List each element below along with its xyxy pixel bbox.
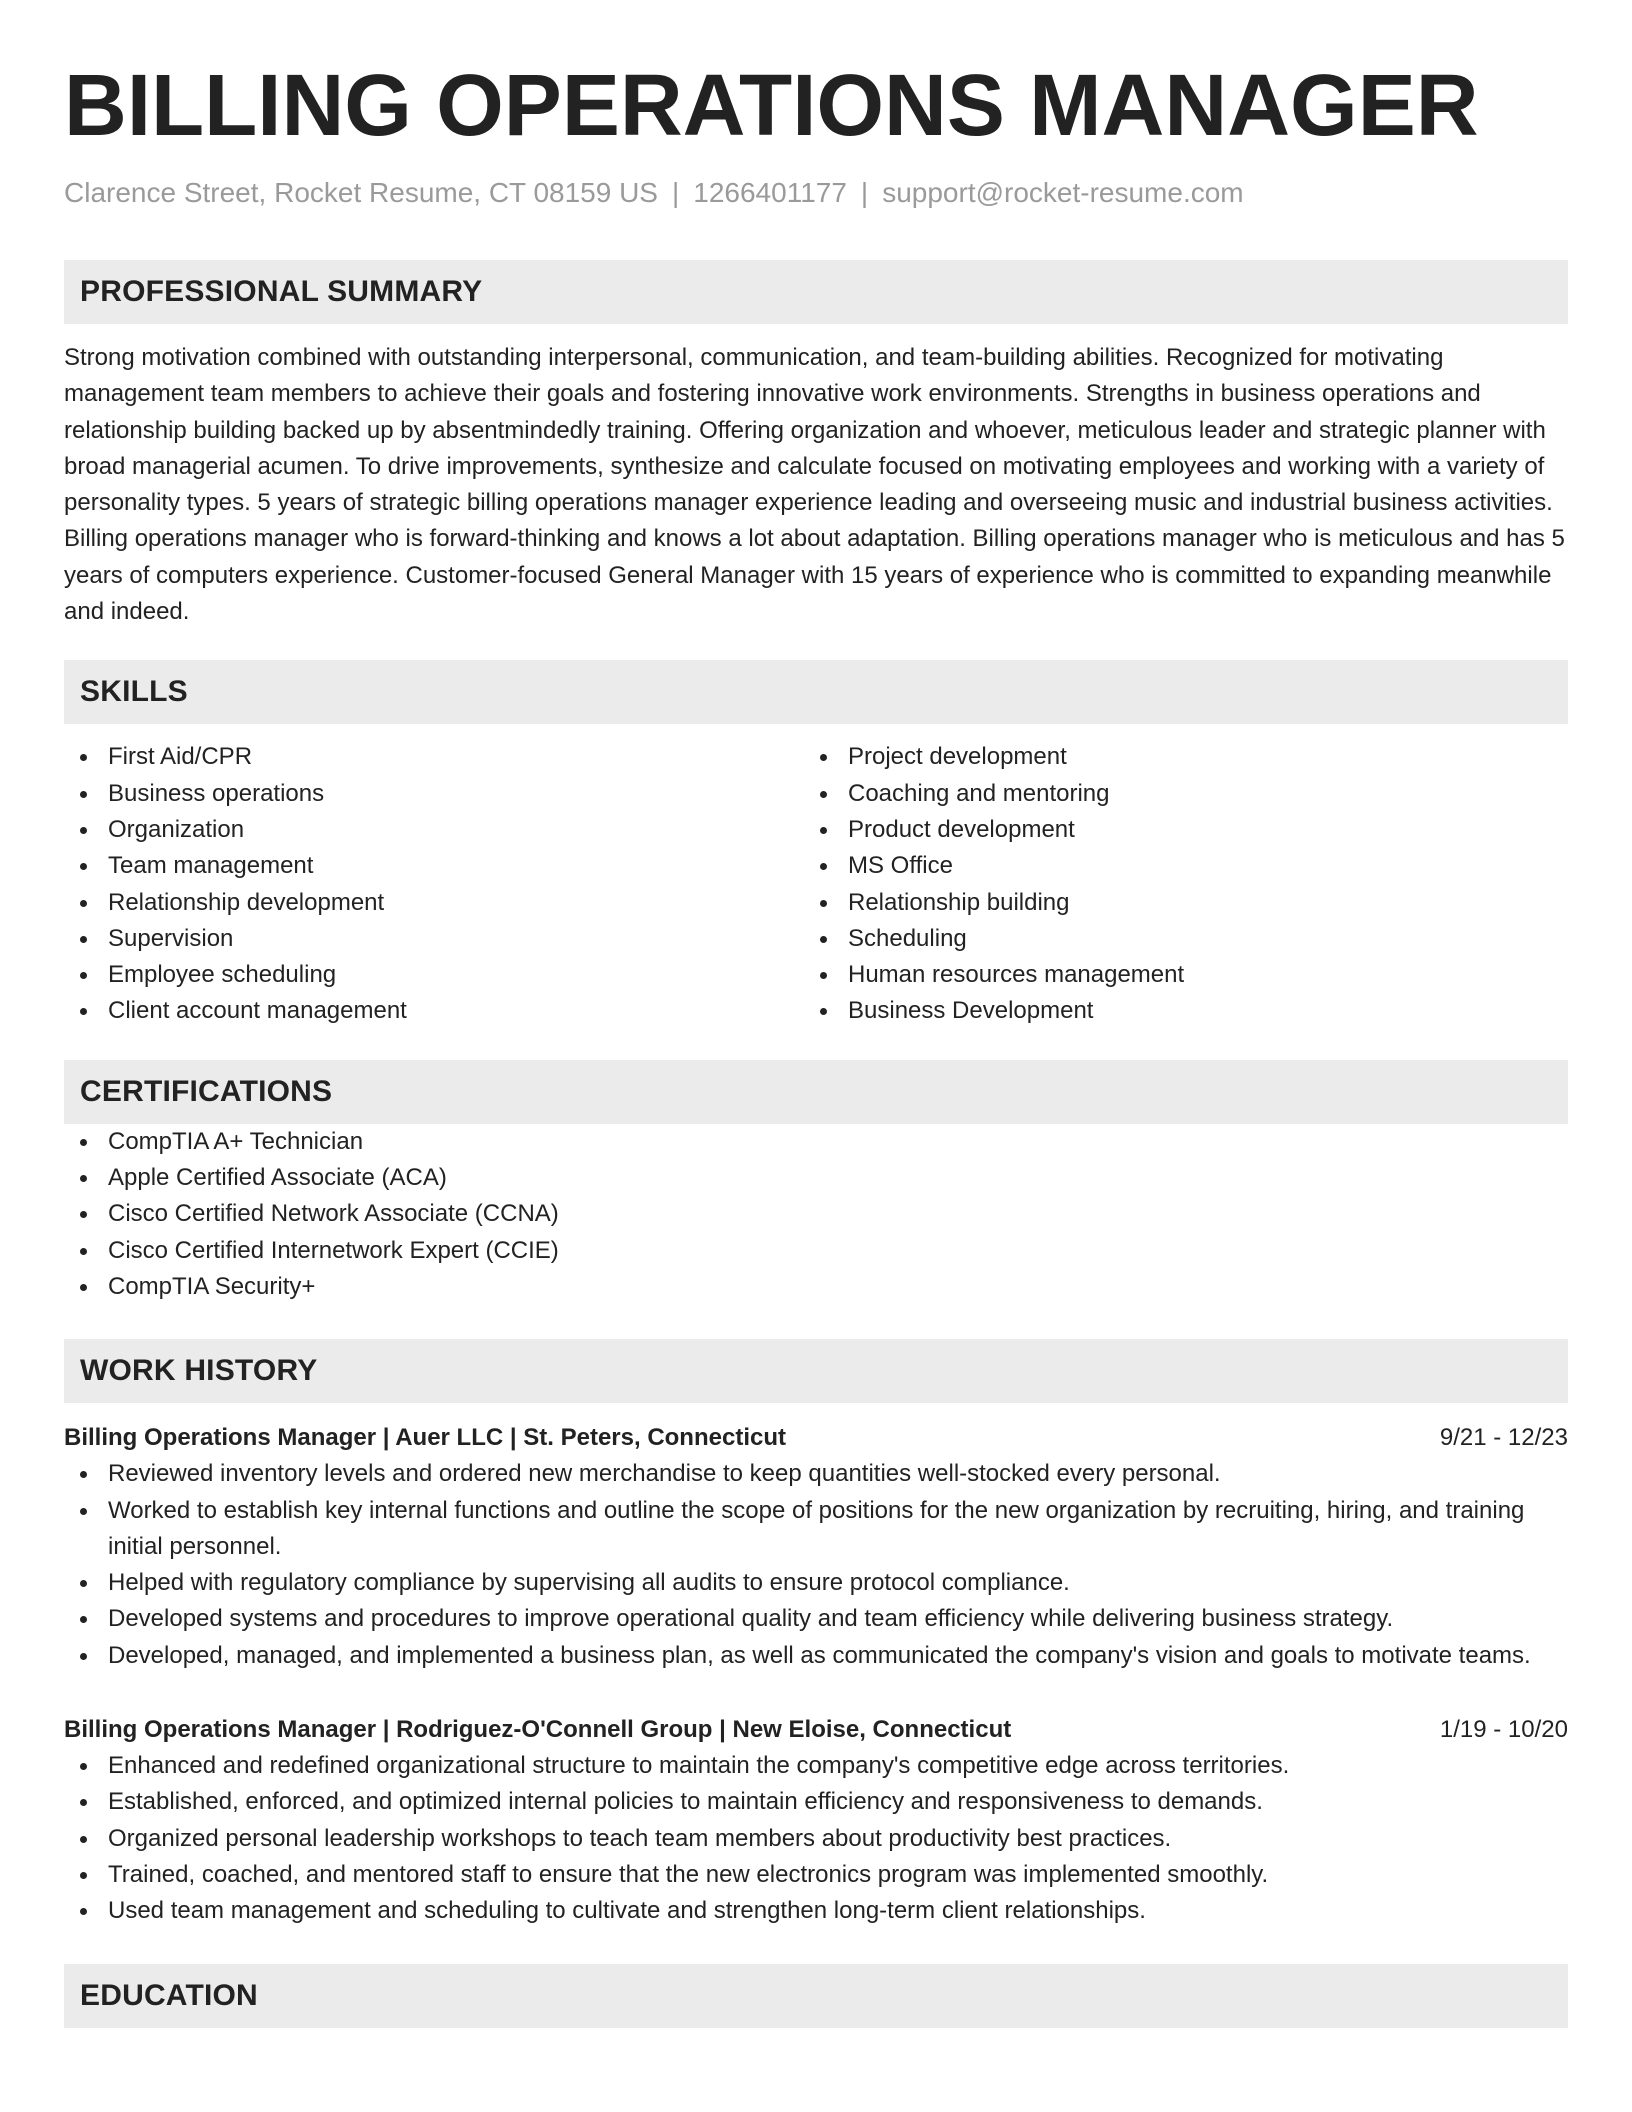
skills-list-left xyxy=(64,739,804,1029)
skill-item: Business Development xyxy=(804,993,1544,1029)
certification-item: Apple Certified Associate (ACA) xyxy=(64,1160,1568,1196)
job-header xyxy=(64,1712,1568,1748)
section-header-summary: PROFESSIONAL SUMMARY xyxy=(64,260,1568,324)
skill-item: Human resources management xyxy=(804,957,1544,993)
skill-item: Relationship development xyxy=(64,885,804,921)
job-entry xyxy=(64,1712,1568,1929)
section-header-education: EDUCATION xyxy=(64,1964,1568,2028)
skill-item: Product development xyxy=(804,812,1544,848)
contact-email: support@rocket-resume.com xyxy=(882,177,1244,208)
skill-item: Coaching and mentoring xyxy=(804,776,1544,812)
job-bullet: Worked to establish key internal functions and outline the scope of positions for the new organization by recruiting, hiring, and training initial personnel. xyxy=(64,1493,1568,1566)
job-bullet: Established, enforced, and optimized internal policies to maintain efficiency and responsiveness to demands. xyxy=(64,1784,1568,1820)
job-dates: 9/21 - 12/23 xyxy=(1439,1424,1568,1452)
skill-item: Project development xyxy=(804,739,1544,775)
summary-text: Strong motivation combined with outstanding interpersonal, communication, and team-building abilities. Recognized for motivating management team members to achieve their goals and fostering innovative work environments. Strengths in business operations and relationship building backed up by absentmindedly training. Offering organization and whoever, meticulous leader and strategic planner with broad managerial acumen. To drive improvements, synthesize and calculate focused on motivating employees and working with a variety of personality types. 5 years of strategic billing operations manager experience leading and overseeing music and industrial business activities. Billing operations manager who is forward-thinking and knows a lot about adaptation. Billing operations manager who is meticulous and has 5 years of computers experience. Customer-focused General Manager with 15 years of experience who is committed to expanding meanwhile and indeed. xyxy=(64,344,1565,626)
contact-separator: | xyxy=(671,177,680,208)
section-header-work-history: WORK HISTORY xyxy=(64,1339,1568,1403)
certification-item: CompTIA Security+ xyxy=(64,1269,1568,1305)
job-title: Billing Operations Manager | Rodriguez-O'Connell Group | New Eloise, Connecticut xyxy=(64,1716,1012,1744)
skill-item: Scheduling xyxy=(804,921,1544,957)
skill-item: Supervision xyxy=(64,921,804,957)
job-bullet: Organized personal leadership workshops to teach team members about productivity best practices. xyxy=(64,1821,1568,1857)
job-bullet-list xyxy=(64,1748,1568,1929)
candidate-title: BILLING OPERATIONS MANAGER xyxy=(64,57,1479,154)
skill-item: Relationship building xyxy=(804,885,1544,921)
skills-column-left xyxy=(64,739,804,1029)
skill-item: Business operations xyxy=(64,776,804,812)
skill-item: First Aid/CPR xyxy=(64,739,804,775)
job-bullet: Developed systems and procedures to improve operational quality and team efficiency while delivering business strategy. xyxy=(64,1601,1568,1637)
skills-grid xyxy=(64,739,1568,1029)
job-bullet: Reviewed inventory levels and ordered new merchandise to keep quantities well-stocked every personal. xyxy=(64,1456,1568,1492)
job-bullet: Enhanced and redefined organizational structure to maintain the company's competitive edge across territories. xyxy=(64,1748,1568,1784)
certification-item: Cisco Certified Internetwork Expert (CCIE) xyxy=(64,1233,1568,1269)
job-bullet: Helped with regulatory compliance by supervising all audits to ensure protocol compliance. xyxy=(64,1565,1568,1601)
job-entry xyxy=(64,1420,1568,1674)
contact-phone: 1266401177 xyxy=(693,177,847,208)
skills-column-right xyxy=(804,739,1544,1029)
job-title: Billing Operations Manager | Auer LLC | St. Peters, Connecticut xyxy=(64,1424,786,1452)
skills-list-right xyxy=(804,739,1544,1029)
contact-address: Clarence Street, Rocket Resume, CT 08159 US xyxy=(64,177,658,208)
job-bullet: Developed, managed, and implemented a business plan, as well as communicated the company's vision and goals to motivate teams. xyxy=(64,1638,1568,1674)
certification-item: Cisco Certified Network Associate (CCNA) xyxy=(64,1196,1568,1232)
skill-item: MS Office xyxy=(804,848,1544,884)
job-bullet-list xyxy=(64,1456,1568,1674)
job-dates: 1/19 - 10/20 xyxy=(1439,1716,1568,1744)
skill-item: Organization xyxy=(64,812,804,848)
certifications-list xyxy=(64,1124,1568,1305)
section-header-skills: SKILLS xyxy=(64,660,1568,724)
contact-separator: | xyxy=(860,177,869,208)
skill-item: Employee scheduling xyxy=(64,957,804,993)
section-header-certifications: CERTIFICATIONS xyxy=(64,1060,1568,1124)
job-bullet: Trained, coached, and mentored staff to ensure that the new electronics program was implemented smoothly. xyxy=(64,1857,1568,1893)
job-bullet: Used team management and scheduling to cultivate and strengthen long-term client relationships. xyxy=(64,1893,1568,1929)
job-header xyxy=(64,1420,1568,1456)
skill-item: Client account management xyxy=(64,993,804,1029)
certification-item: CompTIA A+ Technician xyxy=(64,1124,1568,1160)
contact-line xyxy=(64,176,1568,210)
skill-item: Team management xyxy=(64,848,804,884)
